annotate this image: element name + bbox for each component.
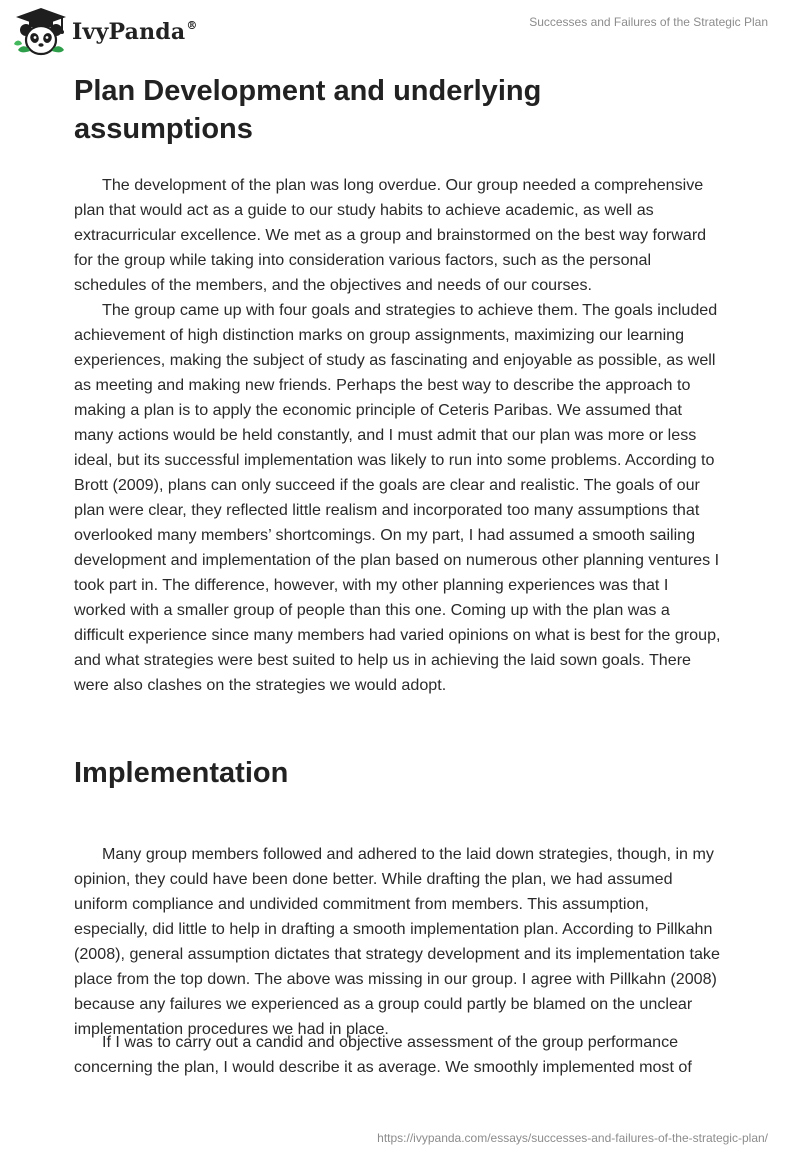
paragraph: If I was to carry out a candid and objective assessment of the group performance concerning the plan, I would describe it as average. We smoothly implemented most of <box>74 1033 692 1076</box>
page-title: Successes and Failures of the Strategic Plan <box>529 15 768 29</box>
logo-text: IvyPanda® <box>72 19 198 45</box>
ivypanda-logo[interactable] <box>12 6 252 58</box>
paragraph: Many group members followed and adhered to the laid down strategies, though, in my opinion, they could have been done better. While drafting the plan, we had assumed uniform compliance and undivided commitment from members. This assumption, especially, did little to help in drafting a smooth implementation plan. According to Pillkahn (2008), general assumption dictates that strategy development and its implementation take place from the top down. The above was missing in our group. I agree with Pillkahn (2008) because any failures we experienced as a group could partly be blamed on the unclear implementation procedures we had in place. <box>74 845 720 1038</box>
paragraph: The group came up with four goals and strategies to achieve them. The goals included achievement of high distinction marks on group assignments, maximizing our learning experiences, making the subject of study as fascinating and enjoyable as possible, as well as meeting and making new friends. Perhaps the best way to describe the approach to making a plan is to apply the economic principle of Ceteris Paribas. We assumed that many actions would be held constantly, and I must admit that our plan was more or less ideal, but its successful implementation was likely to run into some problems. According to Brott (2009), plans can only succeed if the goals are clear and realistic. The goals of our plan were clear, they reflected little realism and incorporated too many assumptions that overlooked many members’ shortcomings. On my part, I had assumed a smooth sailing development and implementation of the plan based on numerous other planning ventures I took part in. The difference, however, with my other planning experiences was that I worked with a smaller group of people than this one. Coming up with the plan was a difficult experience since many members had varied opinions on what is best for the group, and what strategies were best suited to help us in achieving the laid sown goals. There were also clashes on the strategies we would adopt. <box>74 301 721 694</box>
section-heading: Implementation <box>74 757 289 789</box>
panda-graduate-icon <box>12 6 70 58</box>
source-url-link[interactable]: https://ivypanda.com/essays/successes-and-failures-of-the-strategic-plan/ <box>377 1131 768 1145</box>
page-header <box>0 0 800 70</box>
section-heading: Plan Development and underlying assumptions <box>74 75 542 145</box>
paragraph: The development of the plan was long overdue. Our group needed a comprehensive plan that would act as a guide to our study habits to achieve academic, as well as extracurricular excellence. We met as a group and brainstormed on the best way forward for the group while taking into consideration various factors, such as the personal schedules of the members, and the objectives and needs of our courses. <box>74 176 707 294</box>
